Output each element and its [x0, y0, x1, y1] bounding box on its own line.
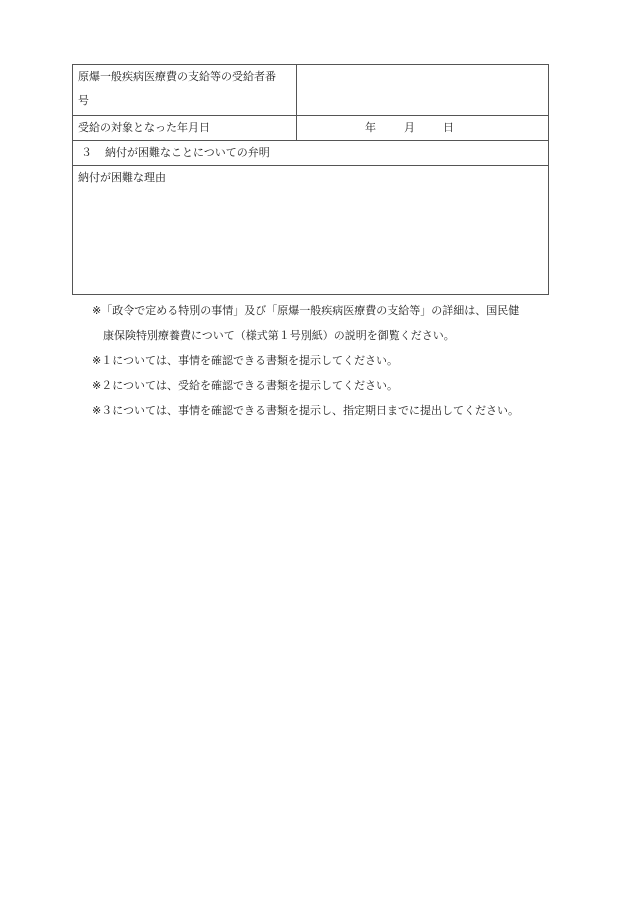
note-item-1: [92, 348, 562, 373]
eligibility-date-field[interactable]: [297, 116, 549, 141]
note-details: [92, 298, 562, 323]
note-mark: ※: [92, 304, 102, 317]
note-text: 康保険特別療養費について（様式第１号別紙）の説明を御覧ください。: [103, 329, 455, 342]
section-3-title: 納付が困難なことについての弁明: [105, 146, 270, 159]
notes-section: [92, 298, 562, 423]
eligibility-date-label: 受給の対象となった年月日: [73, 116, 297, 141]
note-text: ２については、受給を確認できる書類を提示してください。: [101, 379, 398, 392]
note-text: 「政令で定める特別の事情」及び「原爆一般疾病医療費の支給等」の詳細は、国民健: [101, 304, 520, 317]
note-mark: ※: [92, 379, 102, 392]
reason-label: 納付が困難な理由: [78, 171, 166, 184]
section-3-heading: [73, 141, 549, 166]
note-text: １については、事情を確認できる書類を提示してください。: [101, 354, 398, 367]
note-mark: ※: [92, 404, 102, 417]
reason-field[interactable]: [73, 166, 549, 295]
note-text: ３については、事情を確認できる書類を提示し、指定期日までに提出してください。: [101, 404, 519, 417]
recipient-number-row: [73, 65, 549, 116]
recipient-number-label: [73, 65, 297, 116]
date-day-label: 日: [443, 121, 454, 134]
date-month-label: 月: [404, 121, 415, 134]
section-3-row: [73, 141, 549, 166]
note-item-2: [92, 373, 562, 398]
eligibility-date-row: [73, 116, 549, 141]
note-mark: ※: [92, 354, 102, 367]
note-details-continued: [92, 323, 562, 348]
date-year-label: 年: [365, 121, 376, 134]
reason-row: [73, 166, 549, 295]
note-item-3: [92, 398, 562, 423]
recipient-number-label-line2: 号: [78, 94, 89, 107]
recipient-number-field[interactable]: [297, 65, 549, 116]
application-form-table: [72, 64, 549, 295]
section-3-number: ３: [81, 146, 92, 159]
recipient-number-label-line1: 原爆一般疾病医療費の支給等の受給者番: [78, 70, 276, 83]
